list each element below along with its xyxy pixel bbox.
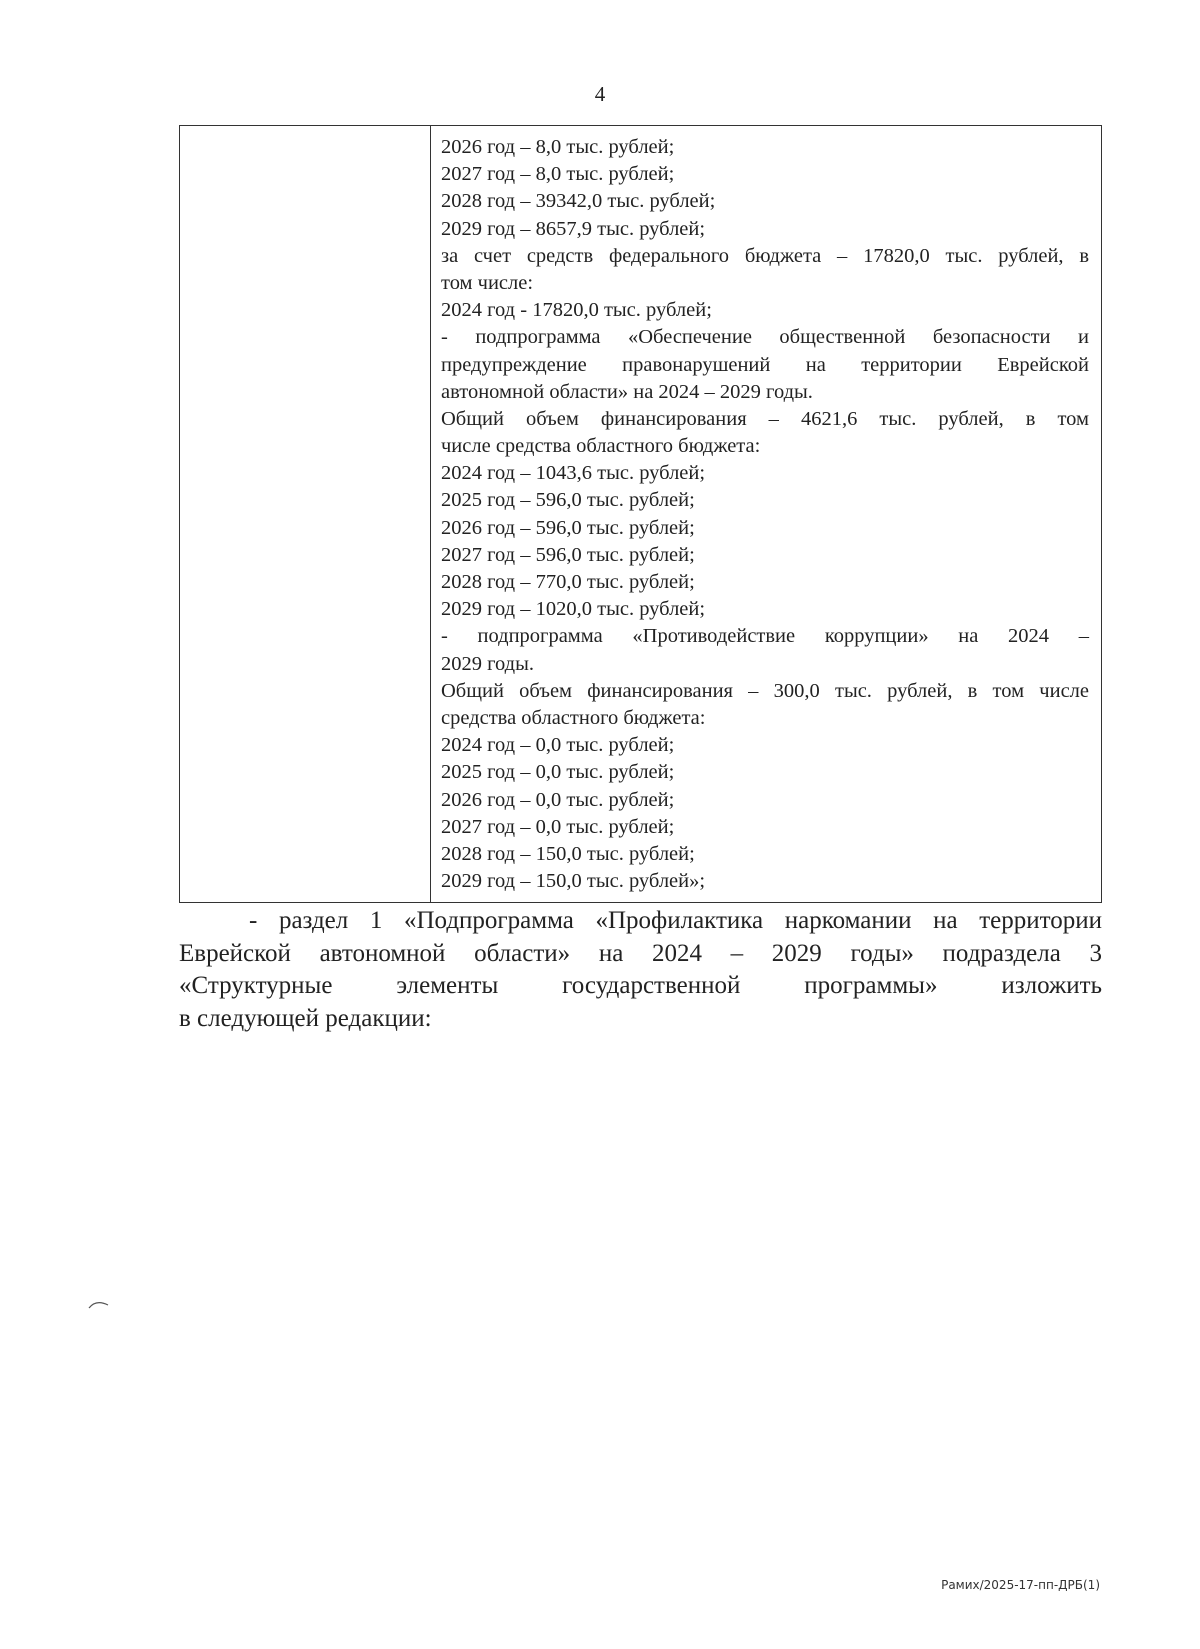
table-line: Общий объем финансирования – 300,0 тыс. рублей, в том числе	[441, 679, 1089, 702]
table-line: - подпрограмма «Противодействие коррупции» на 2024 –	[441, 625, 1089, 648]
table-line: 2026 год – 8,0 тыс. рублей;	[441, 136, 675, 158]
table-left-cell	[180, 126, 431, 902]
document-code: Рамих/2025-17-пп-ДРБ(1)	[941, 1578, 1100, 1592]
table-line: 2029 год – 150,0 тыс. рублей»;	[441, 870, 706, 893]
table-line: 2028 год – 150,0 тыс. рублей;	[441, 842, 695, 865]
table-line: 2028 год – 770,0 тыс. рублей;	[441, 571, 695, 593]
table-line: 2024 год – 1043,6 тыс. рублей;	[441, 462, 706, 485]
table-line: 2029 год – 1020,0 тыс. рублей;	[441, 598, 706, 621]
paragraph-line: в следующей редакции:	[179, 1004, 432, 1032]
paragraph-line: «Структурные элементы государственной программы» изложить	[179, 972, 1102, 999]
table-line: 2028 год – 39342,0 тыс. рублей;	[441, 190, 716, 213]
table-line: 2029 годы.	[441, 652, 535, 675]
table-line: за счет средств федерального бюджета – 17820,0 тыс. рублей, в	[441, 244, 1089, 267]
table-line: Общий объем финансирования – 4621,6 тыс. рублей, в том	[441, 407, 1089, 430]
financing-table	[179, 125, 1102, 903]
amendment-paragraph	[179, 905, 1102, 1035]
table-right-cell	[441, 134, 1089, 895]
table-line: автономной области» на 2024 – 2029 годы.	[441, 380, 813, 403]
table-line: предупреждение правонарушений на территории Еврейской	[441, 353, 1089, 376]
paragraph-line: Еврейской автономной области» на 2024 – 2029 годы» подраздела 3	[179, 939, 1102, 967]
table-line: числе средства областного бюджета:	[441, 435, 761, 458]
pen-mark-icon	[88, 1299, 110, 1311]
table-line: - подпрограмма «Обеспечение общественной безопасности и	[441, 326, 1089, 349]
table-line: 2027 год – 8,0 тыс. рублей;	[441, 163, 675, 186]
paragraph-line: - раздел 1 «Подпрограмма «Профилактика наркомании на территории	[249, 907, 1102, 934]
page-number: 4	[594, 82, 606, 106]
table-line: том числе:	[441, 271, 534, 294]
table-line: 2027 год – 596,0 тыс. рублей;	[441, 543, 695, 566]
table-line: 2026 год – 0,0 тыс. рублей;	[441, 788, 675, 811]
table-line: средства областного бюджета:	[441, 706, 706, 729]
table-line: 2025 год – 0,0 тыс. рублей;	[441, 761, 675, 784]
table-line: 2024 год - 17820,0 тыс. рублей;	[441, 299, 712, 322]
table-line: 2029 год – 8657,9 тыс. рублей;	[441, 217, 706, 240]
table-line: 2026 год – 596,0 тыс. рублей;	[441, 516, 695, 539]
table-line: 2024 год – 0,0 тыс. рублей;	[441, 734, 675, 757]
table-line: 2025 год – 596,0 тыс. рублей;	[441, 489, 695, 512]
table-line: 2027 год – 0,0 тыс. рублей;	[441, 815, 675, 838]
